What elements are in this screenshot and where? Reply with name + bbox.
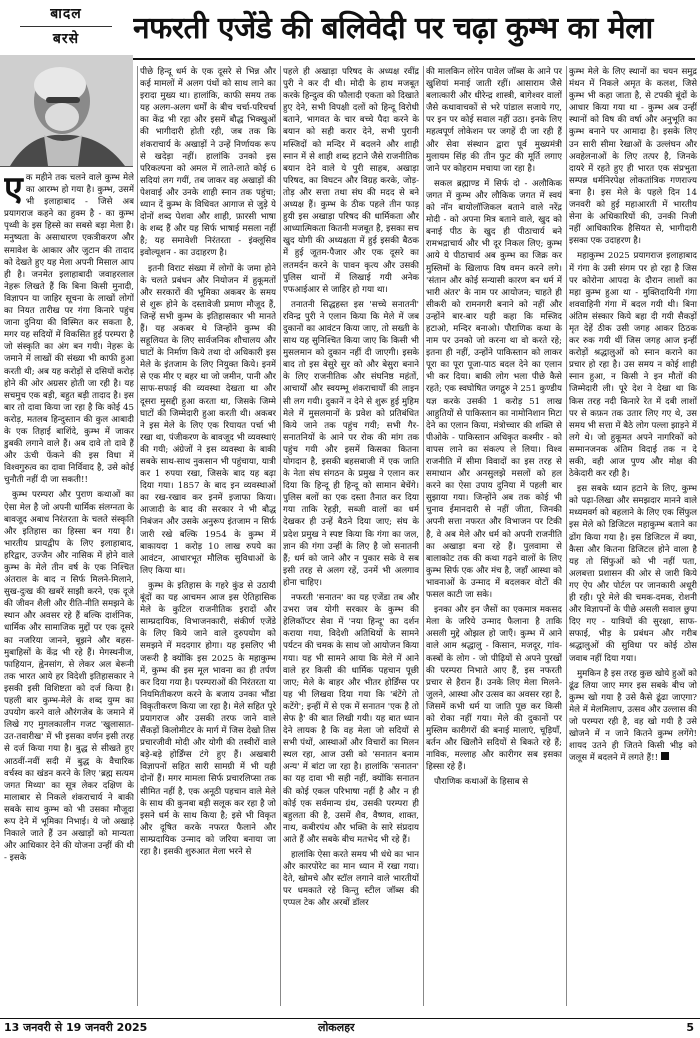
author-portrait-icon bbox=[0, 55, 133, 166]
article-paragraph bbox=[569, 668, 697, 765]
article-paragraph: हालांकि ऐसा करते समय भी धंधे का भान और कारपोरेट का मान ध्यान में रखा गया। देते, खोमचे और स्टॉल लगाने वाले भारतीयों पर धमकाते रहे किन्तु स्टील जॉब्स की एप्पल टेक और अरबों डॉलर bbox=[283, 850, 419, 909]
byline-divider bbox=[20, 26, 112, 27]
article-paragraph: इनका और इन जैसों का एकमात्र मकसद मेला के जरिये उन्माद फैलाना है ताकि असली मुद्दे ओझल हो जाएँ। कुम्भ में आने वाले आम श्रद्धालु - किसान, मजदूर, गांव-कस्बों के लोग - जो पीढ़ियों से अपने पुरखों की परम्परा निभाते आए हैं, इस नफरती प्रचार से हैरान हैं। उनके लिए मेला मिलने-जुलने, आस्था और उत्सव का अवसर रहा है, जिसमें कभी धर्म या जाति पूछ कर किसी को रोका नहीं गया। मेले की दुकानों पर मुस्लिम कारीगरों की बनाई मालाएं, चूड़ियाँ, बर्तन और खिलौने सदियों से बिकते रहे हैं; नाविक, मल्लाह और कारीगर सब इसका हिस्सा रहे हैं। bbox=[426, 605, 562, 773]
column-divider bbox=[423, 66, 424, 1006]
article-paragraph: कुम्भ मेले के लिए स्थानों का चयन समुद्र मंथन में निकले अमृत के कलश, जिसे कुम्भ भी कहा जाता है, से टपकी बूंदों के आधार किया गया था - कुम्भ अब उन्हीं स्थानों को विष की वर्षा और अनुभूति का कुम्भ बनाने पर आमादा है। इसके लिए उन सारी सीमा रेखाओं के उल्लंघन और अवहेलनाओं के लिए तत्पर है, जिनके दायरे में रहते हुए ही भारत एक संप्रभुता सम्पन्न धर्मनिरपेक्ष लोकतांत्रिक गणराज्य बना है। इस मेले के पहले दिन 14 जनवरी को हुई महाआरती में भारतीय सेना के अधिकारियों की, उनकी निजी नहीं आधिकारिक हैसियत से, भागीदारी इसका एक उदाहरण है। bbox=[569, 67, 697, 247]
footer-divider bbox=[0, 1018, 700, 1019]
column-divider bbox=[280, 66, 281, 1006]
author-last-name: बरसे bbox=[52, 31, 80, 47]
end-of-article-mark bbox=[661, 752, 669, 760]
article-paragraph: सकल ब्रह्माण्ड में सिर्फ दो - अलौकिक जगत में कुम्भ और लौकिक जगत में स्वयं को नॉन बायोलॉजिकल बताने वाले नरेंद्र मोदी - को अपना मित्र बताने वाले, खुद को बनाई पीठ के खुद ही पीठाचार्य बने रामभद्राचार्य और भी दूर निकल लिए; कुम्भ आये ये पीठाचार्य अब कुम्भ का जिक्र कर मुस्लिमों के खिलाफ विष वमन करने लगे। 'संतान और कोई सन्यासी कारण बन धर्म में भारी अंतर' के नाम पर आयोजन; चाहते ही सीकरी को रामनगरी बनाने को नहीं और उन्होंने बार-बार यही कहा कि मस्जिद हटाओ, मन्दिर बनाओ। पौराणिक कथा के नाम पर उनको जो करना था वो करते रहे; इतना ही नहीं, उन्होंने पाकिस्तान को लाकर पूरा का पूरा पूजा-पाठ बदल देने का एलान भी कर दिया। बाकी लोग भला पीछे कैसे रहते; एक स्वघोषित जगद्गुरु ने 251 कुण्डीय यज्ञ करके उसकी 1 करोड़ 51 लाख आहुतियों से पाकिस्तान का नामोनिशान मिटा देने का एलान किया, मंत्रोच्चार की शक्ति से पीओके - पाकिस्तान अधिकृत कश्मीर - को वापस लाने का संकल्प ले लिया। विश्व राजनीति में सीमा विवादों का इस तरह से समाधान और अनसुलझे मसलों को हल करने का ऐसा उपाय दुनिया में पहली बार सुझाया गया। जिन्होंने अब तक कोई भी चुनाव ईमानदारी से नहीं जीता, जिनकी अपनी सत्ता नफरत और विभाजन पर टिकी है, वे अब मेले और धर्म को अपनी राजनीति का अखाड़ा बना रहे हैं। पुलवामा से बालाकोट तक की कथा गढ़ने वालों के लिए कुम्भ सिर्फ एक और मंच है, जहाँ आस्था को भावनाओं के उन्माद में बदलकर वोटों की फसल काटी जा सके। bbox=[426, 178, 562, 601]
article-paragraph: कुम्भ के इतिहास के गहरे कुंड से उठायी बूंदों का यह आचमन आज इस ऐतिहासिक मेले के कुटिल राजनीतिक इरादों और साम्प्रदायिक, विभाजनकारी, संकीर्ण एजेंडे के लिए किये जाने वाले दुरुपयोग को समझने में मददगार होगा। यह इसलिए भी जरूरी है क्योंकि इस 2025 के महाकुम्भ में, कुम्भ की इस मूल भावना का ही तर्पण कर दिया गया है। परम्पराओं की निरंतरता या नियमितीकरण करने के बजाय उनका भौंडा विकृतीकरण किया जा रहा है। मेले सहित पूरे प्रयागराज और उसकी तरफ जाने वाले सैंकड़ों किलोमीटर के मार्ग में जिस देखो तिस प्रचारजीवी मोदी और योगी की तस्वीरों वाले बड़े-बड़े होर्डिंग्स टंगे हुए हैं। अखबारी विज्ञापनों सहित सारी सामग्री में भी यही दोनों हैं। मगर मामला सिर्फ प्रचारलिप्सा तक सीमित नहीं है, एक अनूठी पहचान वाले मेले के साथ की कुनबा बड़ी सलूक कर रहा है जो इसने धर्म के साथ किया है; इसे भी विकृत और दूषित करके नफरत फैलाने और साम्प्रदायिक उन्माद को जरिया बनाया जा रहा है। इसकी शुरुआत मेला भरने से bbox=[140, 580, 276, 857]
author-byline bbox=[6, 4, 126, 49]
article-paragraph: इस सबके ध्यान हटाने के लिए, कुम्भ को पढ़ा-लिखा और समझदार मानने वाले मध्यमवर्ग को बहलाने के लिए एक सिंफुल इस मेले को डिजिटल महाकुम्भ बताने का ढोंग किया गया है। इस डिजिटल में क्या, कैसा और कितना डिजिटल होने वाला है यह तो सिंफुओं को भी नहीं पता, अलबत्ता प्रशासन की ओर से जारी किये गए ऐप और पोर्टल पर जानकारी अधूरी ही रही। पूरे मेले की चमक-दमक, रोशनी और विज्ञापनों के पीछे असली सवाल छुपा दिए गए - यात्रियों की सुरक्षा, साफ-सफाई, भीड़ के प्रबंधन और गरीब श्रद्धालुओं की सुविधा पर कोई ठोस जवाब नहीं दिया गया। bbox=[569, 484, 697, 664]
article-paragraph: पौराणिक कथाओं के हिसाब से bbox=[434, 777, 529, 788]
issue-date: 13 जनवरी से 19 जनवरी 2025 bbox=[4, 1021, 148, 1034]
column-divider bbox=[566, 66, 567, 1006]
author-portrait-photo bbox=[0, 55, 133, 167]
article-paragraph: तनातनी सिद्धहस्त इस 'सच्चे सनातनी' रविन्द्र पुरी ने एलान किया कि मेले में जब दुकानों का आवंटन किया जाए, तो सख्ती के साथ यह सुनिश्चित किया जाए कि किसी भी मुसलमान को दुकान नहीं दी जाएगी। इसके बाद तो इस बेसुरे सुर को और बेसुरा बनाने के लिए राजनीतिक और संघनिष्ठ महंतों, आचार्यों और स्वयम्भू शंकराचार्यों की लाइन सी लग गयी। दुकानें न देने से शुरू हुई मुहिम मेले में मुसलमानों के प्रवेश को प्रतिबंधित किये जाने तक पहुंच गयी; सभी गैर-सनातनियों के आने पर रोक की मांग तक पहुंच गयी और इसमें किसका कितना योगदान है, इसकी बहसबाजी में एक जाति के नेता संघ संगठन के प्रमुख ने एलान कर दिया कि हिन्दू ही हिन्दू को सामान बेचेंगे। पुलिस बलों का एक दस्ता तैनात कर दिया गया ताकि रेहड़ी, सब्जी वालों का धर्म देखकर ही उन्हें बैठने दिया जाए; संघ के प्रदेश प्रमुख ने स्पष्ट किया कि गंगा का जल, ज्ञान की गंगा उन्हीं के लिए है जो सनातनी हैं; धर्म को जाने और न पुकार सके वे सब इसी तरह से अलग रहें, उनमें भी अलगाव होना चाहिए। bbox=[283, 299, 419, 588]
article-headline: नफरती एजेंडे की बलिवेदी पर चढ़ा कुम्भ का मेला bbox=[133, 11, 653, 46]
article-paragraph: महाकुम्भ 2025 प्रयागराज इलाहाबाद में गंगा के उसी संगम पर हो रहा है जिस पर कोरोना आपदा के दौरान लाशों का महा कुम्भ हुआ था - मुक्तिदायिनी गंगा शववाहिनी गंगा में बदल गयी थी। बिना अंतिम संस्कार किये बहा दी गयी सैकड़ों मृत देहें ठीक उसी जगह आकर ठिठक कर रुक गयी थीं जिस जगह आज इन्हीं करोड़ों श्रद्धालुओं को स्नान कराने का प्रचार हो रहा है। उस समय न कोई शाही स्नान हुआ, न किसी ने इन मौतों की जिम्मेदारी ली। पूरे देश ने देखा था कि किस तरह नदी किनारे रेत में दबी लाशों पर से कफ़न तक उतार लिए गए थे, उस समय भी सत्ता में बैठे लोग पल्ला झाड़ने में लगे थे। जो हुकूमत अपने नागरिकों को सम्मानजनक अंतिम विदाई तक न दे सकी, वही आज पुण्य और मोक्ष की ठेकेदारी कर रही है। bbox=[569, 251, 697, 480]
article-paragraph: पीछे हिन्दू धर्म के एक दूसरे से भिन्न और कई मामलों में अलग पंथों को साथ लाने का इरादा मुख्य था। हालांकि, काफी समय तक यह अलग-अलग धर्मों के बीच चर्चा-परिचर्चा का केंद्र भी रहा और इसमें बौद्ध भिक्खुओं की भागीदारी होती रही, जब तक कि शंकराचार्य के अखाड़ों ने उन्हें निर्णायक रूप से खदेड़ा नहीं। हालांकि उनको इस परिकल्पना को अमल में लाते-लाते कोई 6 सदियां लग गयीं, तब जाकर वह अखाड़ों की पेशवाई और उनके शाही स्नान तक पहुंचा; ध्यान दें कुम्भ के विधिवत आगाज से जुड़े ये दोनों शब्द पेशवा और शाही, फ़ारसी भाषा के शब्द हैं और यह सिर्फ भाषाई मसला नहीं है; यह समावेशी निरंतरता - इंक्लूसिव इवोल्यूशन - का उदाहरण है। bbox=[140, 67, 276, 259]
paragraph-text: मुमकिन है इस तरह कुछ खोये हुओं को ढूंढ लिया जाए मगर इस सबके बीच जो कुम्भ खो गया है उसे कैसे ढूंढा जाएगा? मेले में मेलमिलाप, उत्सव और उल्लास की जो परम्परा रही है, वह खो गयी है उसे खोजने में न जाने कितने कुम्भ लगेंगे! शायद उतने ही जितने किसी भीड़ को जलूस में बदलने में लगते हैं!! bbox=[569, 668, 697, 764]
article-column-1 bbox=[4, 172, 134, 1012]
author-first-name: बादल bbox=[50, 6, 82, 22]
article-paragraph: कुम्भ परम्परा और पुराण कथाओं का ऐसा मेल है जो अपनी धार्मिक संलग्नता के बावजूद अबाध निरंतरता के चलते संस्कृति और इतिहास का हिस्सा बन गया है। भारतीय प्रायद्वीप के लिए इलाहाबाद, हरिद्वार, उज्जैन और नासिक में होने वाले कुम्भ के मेले तीन वर्ष के एक निश्चित अंतराल के बाद न सिर्फ मिलने-मिलाने, सुख-दुःख की खबरें साझी करने, एक दूजे की जीवन शैली और रीति-नीति समझने के स्थान और अवसर रहे हैं बल्कि दार्शनिक, धार्मिक और सामाजिक मुद्दों पर एक दूसरे का नजरिया जानने, बूझने और बहस-मुबाहिसों के केंद्र भी रहे हैं। मेगस्थनीज, फाहियान, ह्वेनसांग, से लेकर अल बेरूनी तक भारत आये हर विदेशी इतिहासकार ने इसकी इसी विशिष्टता को दर्ज किया है। पहली बार कुम्भ-मेले के शब्द युग्म का उपयोग करने वाले औरंगजेब के जमाने में लिखे गए मुगलकालीन गजट 'खुलासात-उत-तवारीख' में भी इसका वर्णन इसी तरह से दर्ज किया गया है। बुद्ध से सीखते हुए आठवीं-नवीं सदी में बुद्ध के वैचारिक वर्चस्व का खंडन करने के लिए 'ब्रह्म सत्यम जगत मिथ्या' का सूत्र लेकर दक्षिण के मालाबार से निकले शंकराचार्य ने बाकी सबके साथ कुम्भ को भी उसका मौजूदा रूप देने में भूमिका निभाई। ये जो अखाड़े निकाले जाते हैं उन अखाड़ों को मान्यता और आधिकार देने की योजना उन्हीं की थी - इसके bbox=[4, 490, 134, 864]
article-paragraph: की मालकिन लोरेन पावेल जॉब्स के आने पर खुशियां मनाई जाती रहीं। आसाराम जैसे बलात्कारी और धीरेन्द्र शास्त्री, बागेश्वर वालों जैसे कथावाचकों से भरे पांडाल सजाये गए, पर इन पर कोई सवाल नहीं उठा। इनके लिए महत्वपूर्ण लोकेशन पर जगहें दी जा रही हैं और सेवा संस्थान द्वारा पूर्व मुख्यमंत्री मुलायम सिंह की तीन फुट की मूर्ति लगाए जाने पर कोहराम मचाया जा रहा है। bbox=[426, 67, 562, 174]
paragraph-text: क महीने तक चलने वाले कुम्भ मेले का आरम्भ हो गया है। कुम्भ, उसमें भी इलाहाबाद - जिसे अब प्रयागराज कहने का हुक्म है - का कुम्भ पृथ्वी के इस हिस्से का सबसे बड़ा मेला है। मनुष्यता के असाधारण एकत्रीकरण और समावेश के आकार और जुटान की तादाद को देखते हुए यह मेला अपनी मिसाल आप ही है। जनमेत इलाहाबादी जवाहरलाल नेहरू लिखते हैं कि बिना किसी मुनादी, विज्ञापन या जाहिर सूचना के लाखों लोगों का नियत तारीख पर गंगा किनारे पहुंच जाना दुनिया की विस्मित कर सकता है, मगर यह सदियों में विकसित हुई परम्परा है जो संस्कृति का अंग बन गयी। नेहरू के जमाने में लाखों की संख्या भी काफी हुआ करती थी; अब यह करोड़ों से दसियों करोड़ होने की ओर अग्रसर होती जा रही है। यह सचमुच एक बड़ी, बहुत बड़ी तादाद है। इस बार तो दावा किया जा रहा है कि कोई 45 करोड़, मतलब हिन्दुस्तान की कुल आबादी के एक तिहाई बाशिंदे, कुम्भ में जाकर डुबकी लगाने वाले हैं। अब दावे तो दावे हैं और ऊंची फेंकने की इस विधा में विश्वगुरुत्व का दावा निर्विवाद है, उसे कोई चुनौती नहीं दी जा सकती!! bbox=[4, 173, 134, 486]
article-column-3 bbox=[283, 66, 419, 1006]
article-paragraph bbox=[4, 172, 134, 486]
article-paragraph: पहले ही अखाड़ा परिषद के अध्यक्ष रवींद्र पुरी ने कर दी थी। मोदी के हाथ मजबूत करके हिन्दुत्व की फौलादी एकता को दिखाते हुए देने, सभी विपक्षी दलों को हिन्दू विरोधी बताने, भागवत के चार बच्चे पैदा करने के बयान को सही करार देने, सभी पुरानी मस्जिदों को मन्दिर में बदलने और शाही स्नान में से शाही शब्द हटाने जैसे राजनीतिक बयान देने वाले ये पुरी साहब, अखाड़ा परिषद, का विघटन और विग्रह करके, जोड़-तोड़ और सत्ता तथा संघ की मदद से बने अध्यक्ष हैं। कुम्भ के ठीक पहले तीन फाड़ हुयी इस अखाड़ा परिषद की धार्मिकता और आध्यात्मिकता कितनी मजबूत है, इसका सच खुद योगी की अध्यक्षता में हुई इसकी बैठक में हुई जूतम-पैजार और एक दूसरे का लतमर्दन करने के पावन कृत्य और उसकी पुलिस थानों में लिखाई गयी अनेक एफआईआर से जाहिर हो गया था। bbox=[283, 67, 419, 295]
article-column-5 bbox=[569, 66, 697, 1006]
drop-cap: ए bbox=[4, 172, 23, 209]
article-paragraph: इतनी विराट संख्या में लोगों के जमा होने के चलते प्रबंधन और नियोजन में हुकूमतों और सरकारों की भूमिका अकबर के समय से शुरू होने के दस्तावेजी प्रमाण मौजूद हैं, जिन्हें सभी कुम्भ के इतिहासकार भी मानते हैं। यह अकबर थे जिन्होंने कुम्भ की सहूलियत के लिए सार्वजनिक शौचालय और घाटों के निर्माण किये तथा दो अधिकारी इस मेले के इंतजाम के लिए नियुक्त किये। इनमें से एक मीर ए बहर था जो जमीन, पानी और साफ-सफाई की व्यवस्था देखता था और दूसरा मुसद्दी हुआ करता था, जिसके जिम्मे घाटों की जिम्मेदारी हुआ करती थी। अकबर ने इस मेले के लिए एक रियायत पर्चा भी रखा था, पंजीकरण के बावजूद भी व्यवस्थाएं की गयी; अंग्रेजों ने इस व्यवस्था के बाकी सबके साथ-साथ नुकसान भी पहुंचाया, यात्री कर 1 रुपया रखा, जिसके बाद यह बढ़ा दिया गया। 1857 के बाद इन व्यवस्थाओं का रख-रखाव कर इनमें इजाफा किया। आजादी के बाद की सरकार ने भी बौद्ध निबंजन और उसके अनुरूप इंतजाम न सिर्फ जारी रखे बल्कि 1954 के कुम्भ में बाकायदा 1 करोड़ 10 लाख रुपये का आवंटन, आधारभूत मौलिक सुविधाओं के लिए किया था। bbox=[140, 263, 276, 576]
article-column-4 bbox=[426, 66, 562, 1006]
page-number: 5 bbox=[686, 1021, 694, 1034]
publication-name: लोकलहर bbox=[318, 1021, 355, 1034]
article-paragraph: नफरती 'सनातन' का यह एजेंडा तब और उभरा जब योगी सरकार के कुम्भ की हेलिकॉप्टर सेवा में 'नया हिन्दू' का दर्शन कराया गया, विदेशी अतिथियों के सामने पर्यटन की चमक के साथ जो आयोजन किया गया। यह भी सामने आया कि मेले में आने वाले हर किसी की धार्मिक पहचान पूछी जाए; मेले के बाहर और भीतर होर्डिंग्स पर यह भी लिखवा दिया गया कि 'बंटेंगे तो कटेंगे'; इन्हीं में से एक में सनातन 'एक है तो सेफ है' की बात लिखी गयी। यह बात ध्यान देने लायक है कि वह मेला जो सदियों से सभी पंथों, आस्थाओं और विचारों का मिलन स्थल रहा, आज उसी को 'सनातन बनाम अन्य' में बांटा जा रहा है। हालांकि 'सनातन' का यह दावा भी सही नहीं, क्योंकि सनातन की कोई एकल परिभाषा नहीं है और न ही कोई एक सर्वमान्य ग्रंथ, उसकी परम्परा ही बहुलता की है, उसमें शैव, वैष्णव, शाक्त, नाथ, कबीरपंथ और भक्ति के सारे संप्रदाय आते हैं और सबके बीच मतभेद भी रहे हैं। bbox=[283, 593, 419, 845]
column-divider bbox=[137, 66, 138, 1006]
article-column-2 bbox=[140, 66, 276, 1006]
headline-underline bbox=[133, 58, 695, 60]
